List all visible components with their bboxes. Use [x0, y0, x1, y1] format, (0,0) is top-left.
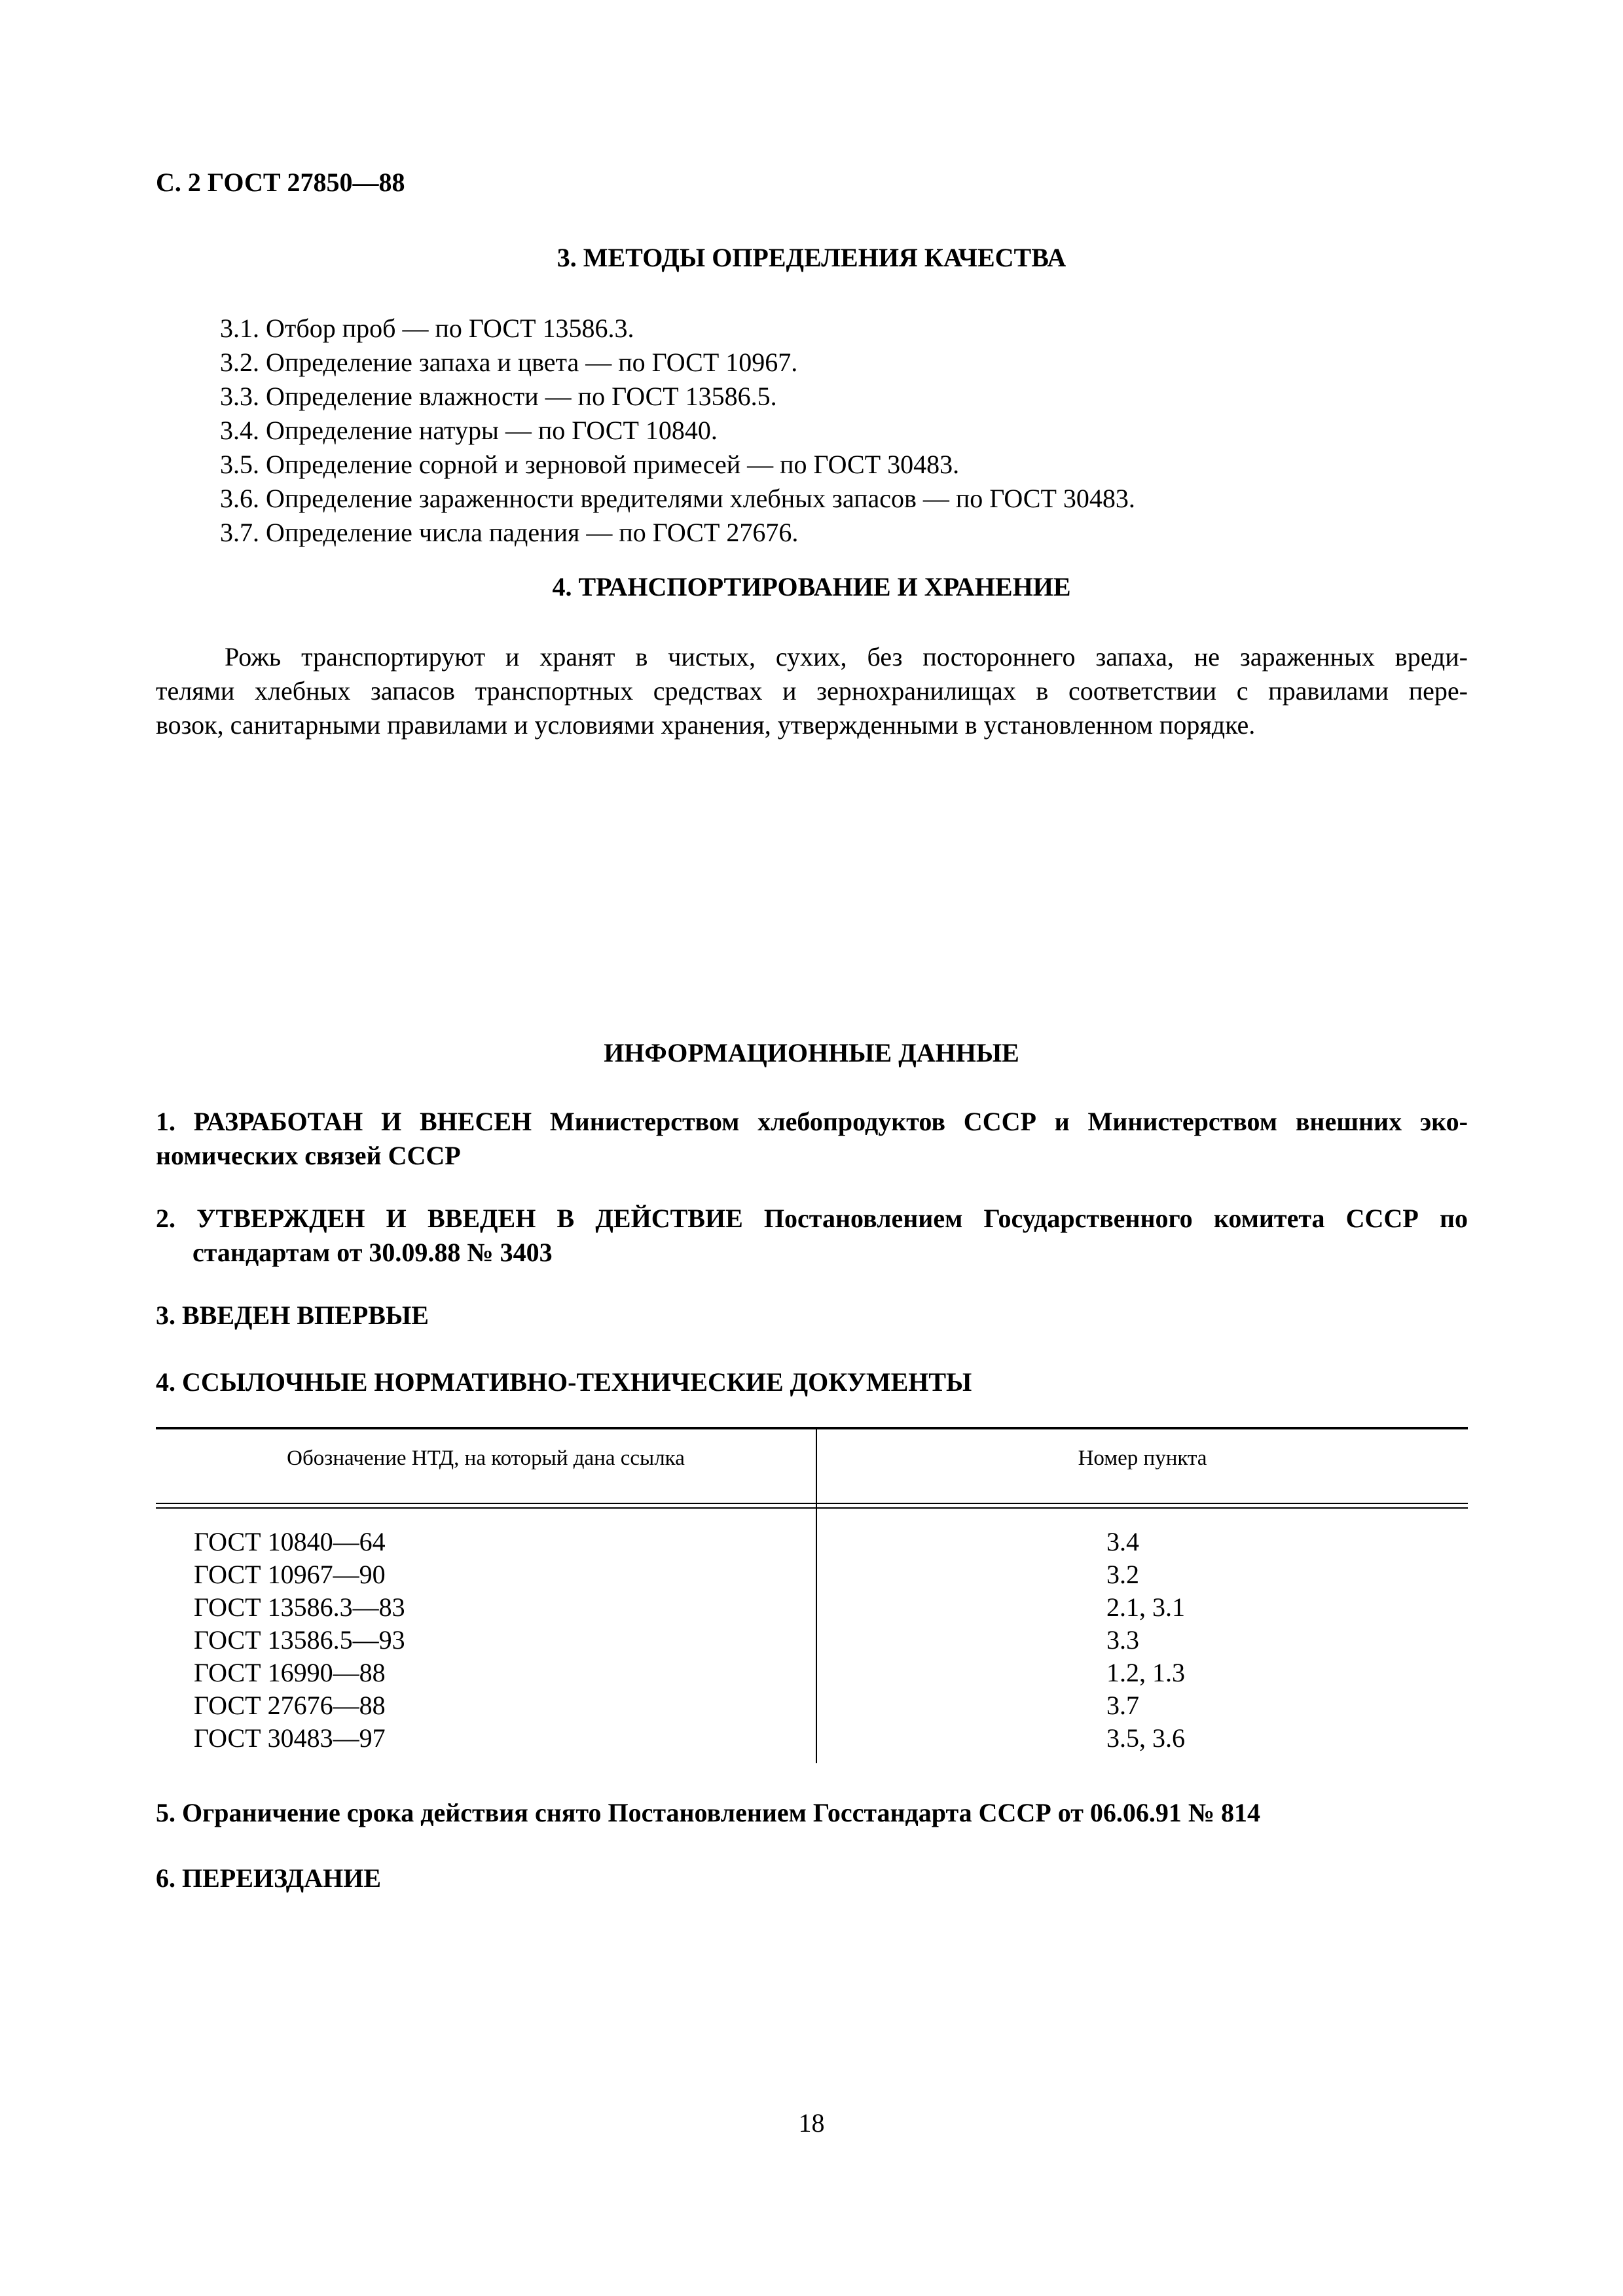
info-title: ИНФОРМАЦИОННЫЕ ДАННЫЕ	[604, 1038, 1019, 1067]
info-item-4: 4. ССЫЛОЧНЫЕ НОРМАТИВНО-ТЕХНИЧЕСКИЕ ДОКУМЕНТЫ	[156, 1367, 972, 1397]
section-4-paragraph-line: возок, санитарными правилами и условиями хранения, утвержденными в установленном порядке.	[156, 710, 1256, 740]
table-cell-clause: 2.1, 3.1	[1106, 1592, 1185, 1622]
section-3-item: 3.5. Определение сорной и зерновой примесей — по ГОСТ 30483.	[220, 450, 960, 479]
info-item-2-line: 2. УТВЕРЖДЕН И ВВЕДЕН В ДЕЙСТВИЕ Постановлением Государственного комитета СССР по	[156, 1204, 1468, 1233]
page-number: 18	[798, 2108, 825, 2138]
info-item-5: 5. Ограничение срока действия снято Постановлением Госстандарта СССР от 06.06.91 № 814	[156, 1798, 1261, 1827]
table-column-divider	[816, 1429, 817, 1763]
info-item-6: 6. ПЕРЕИЗДАНИЕ	[156, 1863, 382, 1893]
table-header-rule	[156, 1503, 1468, 1504]
info-item-1-line: номических связей СССР	[156, 1141, 461, 1170]
table-header-rule	[156, 1507, 1468, 1509]
table-cell-clause: 3.2	[1106, 1560, 1139, 1589]
info-item-1-line: 1. РАЗРАБОТАН И ВНЕСЕН Министерством хлебопродуктов СССР и Министерством внешних эко-	[156, 1107, 1468, 1136]
table-cell-ntd: ГОСТ 13586.3—83	[194, 1592, 405, 1622]
table-cell-ntd: ГОСТ 30483—97	[194, 1723, 386, 1753]
section-4-paragraph-line: телями хлебных запасов транспортных средствах и зернохранилищах в соответствии с правилами пере-	[156, 676, 1468, 706]
section-3-item: 3.1. Отбор проб — по ГОСТ 13586.3.	[220, 314, 634, 343]
section-3-item: 3.3. Определение влажности — по ГОСТ 13586.5.	[220, 382, 777, 411]
info-item-3: 3. ВВЕДЕН ВПЕРВЫЕ	[156, 1300, 429, 1330]
table-top-rule	[156, 1427, 1468, 1429]
table-cell-ntd: ГОСТ 16990—88	[194, 1658, 386, 1687]
section-3-title: 3. МЕТОДЫ ОПРЕДЕЛЕНИЯ КАЧЕСТВА	[556, 243, 1067, 272]
table-cell-ntd: ГОСТ 13586.5—93	[194, 1625, 405, 1655]
section-3-item: 3.7. Определение числа падения — по ГОСТ 27676.	[220, 518, 799, 547]
section-3-item: 3.6. Определение зараженности вредителями хлебных запасов — по ГОСТ 30483.	[220, 484, 1135, 513]
table-cell-ntd: ГОСТ 10840—64	[194, 1527, 386, 1556]
section-3-item: 3.2. Определение запаха и цвета — по ГОСТ 10967.	[220, 348, 798, 377]
table-cell-clause: 3.7	[1106, 1691, 1139, 1720]
section-3-item: 3.4. Определение натуры — по ГОСТ 10840.	[220, 416, 718, 445]
table-cell-ntd: ГОСТ 10967—90	[194, 1560, 386, 1589]
info-item-2-line: стандартам от 30.09.88 № 3403	[192, 1238, 553, 1267]
table-header-designation: Обозначение НТД, на который дана ссылка	[287, 1446, 685, 1470]
table-header-clause: Номер пункта	[1078, 1446, 1207, 1470]
table-cell-clause: 3.4	[1106, 1527, 1139, 1556]
table-cell-clause: 3.5, 3.6	[1106, 1723, 1185, 1753]
table-cell-clause: 1.2, 1.3	[1106, 1658, 1185, 1687]
page-header: С. 2 ГОСТ 27850—88	[156, 168, 405, 197]
table-cell-ntd: ГОСТ 27676—88	[194, 1691, 386, 1720]
section-4-title: 4. ТРАНСПОРТИРОВАНИЕ И ХРАНЕНИЕ	[552, 572, 1071, 601]
table-cell-clause: 3.3	[1106, 1625, 1139, 1655]
section-4-paragraph-line: Рожь транспортируют и хранят в чистых, сухих, без постороннего запаха, не зараженных вреди-	[225, 642, 1468, 672]
